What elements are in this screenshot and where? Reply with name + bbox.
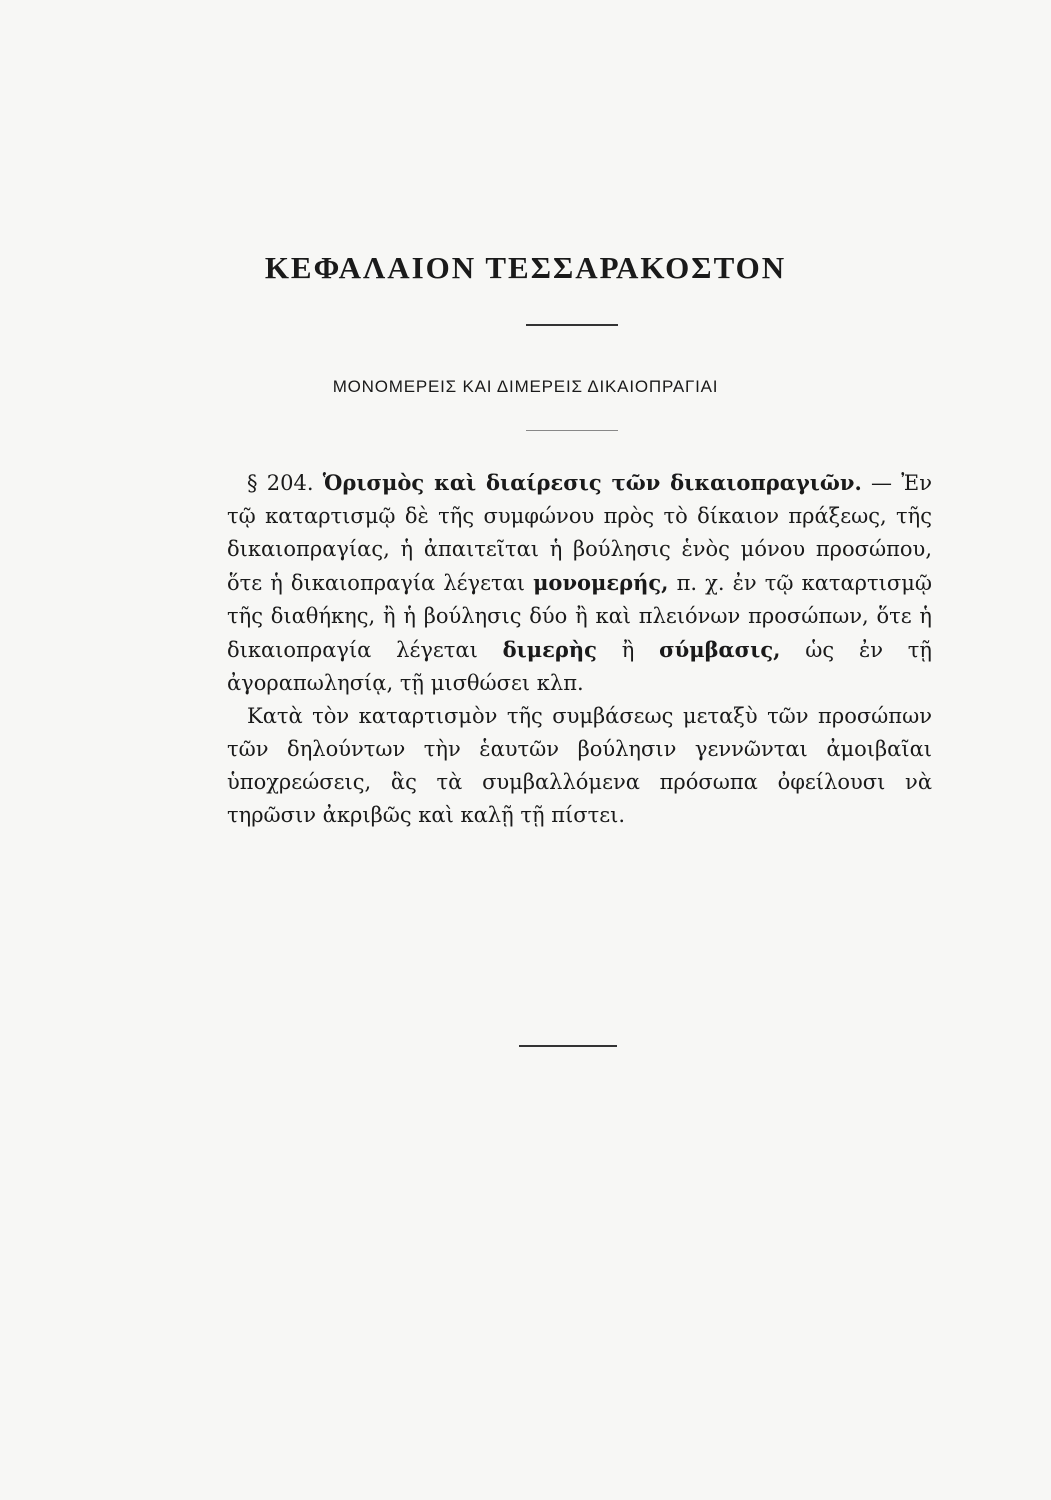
divider-middle [526, 430, 618, 431]
paragraph-1-text-a: — Ἐν τῷ καταρτισμῷ δὲ τῆς συμφώνου πρὸς τὸ δίκαιον πράξεως, τῆς δικαιοπραγίας, ἡ ἀπαιτεῖται ἡ βούλησις ἑνὸς μόνου προσώπου, ὅτε ἡ δικαιοπραγία λέγεται [227, 471, 932, 595]
section-body [227, 466, 932, 832]
paragraph-1-text-d: ὡς ἐν τῇ ἀγοραπωλησίᾳ, τῇ μισθώσει κλπ. [227, 638, 932, 695]
paragraph-1-text-b: π. χ. ἐν τῷ καταρτισμῷ τῆς διαθήκης, ἢ ἡ βούλησις δύο ἢ καὶ πλειόνων προσώπων, ὅτε ἡ δικαιοπραγία λέγεται [227, 571, 932, 662]
term-bilateral: διμερὴς [502, 637, 597, 662]
paragraph-1 [227, 466, 932, 700]
divider-top [526, 324, 618, 326]
paragraph-1-text-c: ἢ [596, 638, 660, 662]
paragraph-2: Κατὰ τὸν καταρτισμὸν τῆς συμβάσεως μεταξὺ τῶν προσώπων τῶν δηλούντων τὴν ἑαυτῶν βούλησιν γεννῶνται ἀμοιβαῖαι ὑποχρεώσεις, ἃς τὰ συμβαλλόμενα πρόσωπα ὀφείλουσι νὰ τηρῶσιν ἀκριβῶς καὶ καλῇ τῇ πίστει. [227, 704, 932, 827]
section-heading: Ὁρισμὸς καὶ διαίρεσις τῶν δικαιοπραγιῶν. [322, 470, 862, 495]
divider-bottom [519, 1045, 617, 1047]
section-number: § 204. [247, 471, 314, 495]
chapter-title: ΚΕΦΑΛΑΙΟΝ ΤΕΣΣΑΡΑΚΟΣΤΟΝ [264, 250, 787, 285]
chapter-subtitle: ΜΟΝΟΜΕΡΕΙΣ ΚΑΙ ΔΙΜΕΡΕΙΣ ΔΙΚΑΙΟΠΡΑΓΙΑΙ [332, 377, 719, 396]
term-unilateral: μονομερής, [533, 570, 669, 595]
term-contract: σύμβασις, [659, 637, 781, 662]
